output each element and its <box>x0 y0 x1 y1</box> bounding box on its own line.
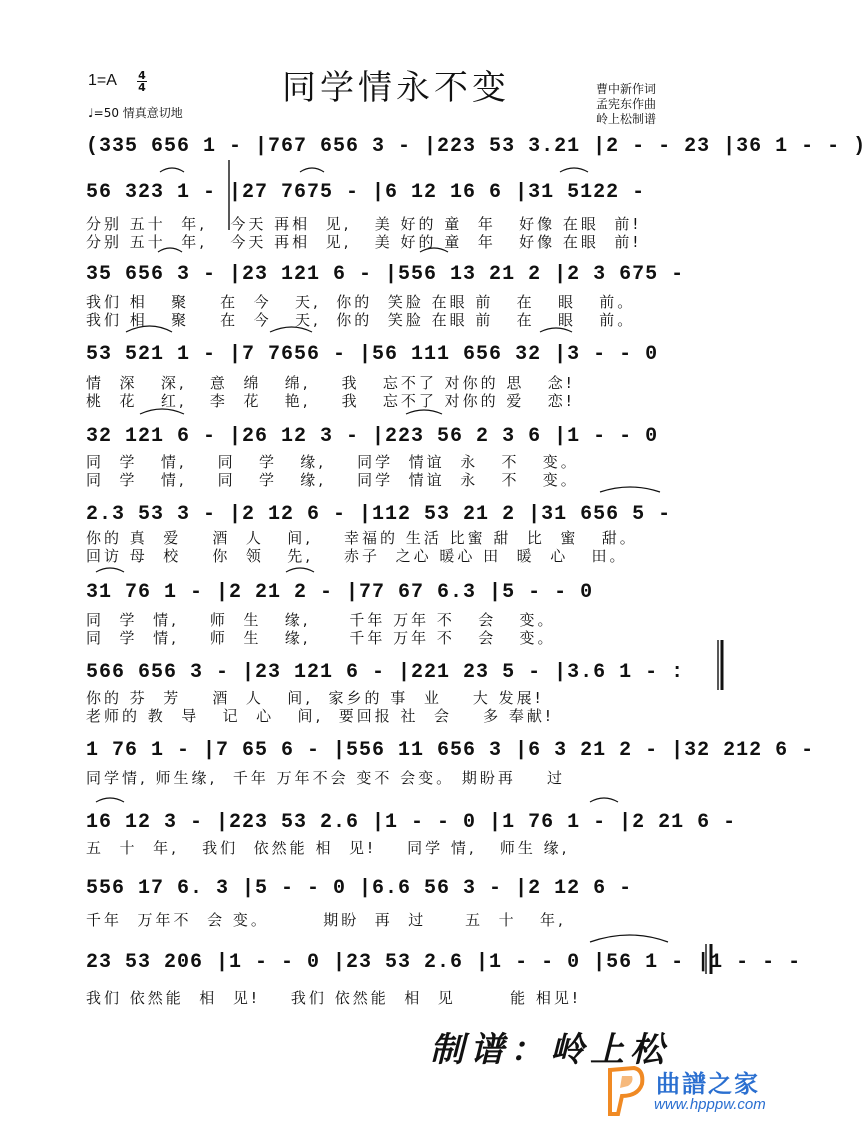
song-title: 同学情永不变 <box>282 68 510 108</box>
notation-row: 56 323 1 - |27 7675 - |6 12 16 6 |31 5122 - <box>86 181 646 204</box>
lyric-verse-2: 分别 五十 年, 今天 再相 见, 美 好的 童 年 好像 在眼 前! <box>86 233 642 251</box>
lyric-verse-1: 同 学 情, 同 学 缘, 同学 情谊 永 不 变。 <box>86 453 579 471</box>
slur-arc <box>590 798 618 802</box>
transcriber-signature: 制谱：岭上松 <box>430 1030 670 1070</box>
slur-arc <box>590 935 668 942</box>
lyric-line: 我们 依然能 相 见! 我们 依然能 相 见 能 相见! <box>86 989 581 1007</box>
slur-arc <box>286 568 314 572</box>
lyric-verse-2: 桃 花 红, 李 花 艳, 我 忘不了 对你的 爱 恋! <box>86 392 575 410</box>
meter-top: 4 <box>138 69 146 82</box>
lyric-verse-1: 你的 真 爱 酒 人 间, 幸福的 生活 比蜜 甜 比 蜜 甜。 <box>86 529 638 547</box>
key-signature: 1=A <box>88 72 117 89</box>
notation-row: 23 53 206 |1 - - 0 |23 53 2.6 |1 - - 0 |56 1 - |1 - - - <box>86 951 802 974</box>
transcriber-credit: 岭上松制谱 <box>596 112 657 126</box>
lyric-verse-2: 同 学 情, 师 生 缘, 千年 万年 不 会 变。 <box>86 629 556 647</box>
site-watermark <box>604 1062 784 1120</box>
lyric-verse-2: 同 学 情, 同 学 缘, 同学 情谊 永 不 变。 <box>86 471 579 489</box>
lyric-verse-1: 同 学 情, 师 生 缘, 千年 万年 不 会 变。 <box>86 611 556 629</box>
notation-row: (335 656 1 - |767 656 3 - |223 53 3.21 |2 - - 23 |36 1 - - ) <box>86 135 866 158</box>
lyric-verse-1: 情 深 深, 意 绵 绵, 我 忘不了 对你的 思 念! <box>86 374 575 392</box>
meter-bottom: 4 <box>138 81 146 94</box>
lyric-line: 千年 万年不 会 变。 期盼 再 过 五 十 年, <box>86 911 566 929</box>
lyric-line: 同学情, 师生缘, 千年 万年不会 变不 会变。 期盼再 过 <box>86 769 565 787</box>
notation-row: 32 121 6 - |26 12 3 - |223 56 2 3 6 |1 - - 0 <box>86 425 659 448</box>
lyric-verse-2: 我们 相 聚 在 今 天, 你的 笑脸 在眼 前 在 眼 前。 <box>86 311 636 329</box>
lyric-verse-1: 你的 芬 芳 酒 人 间, 家乡的 事 业 大 发展! <box>86 689 544 707</box>
slur-arc <box>96 568 124 572</box>
site-name: 曲譜之家 <box>656 1070 760 1098</box>
lyric-verse-1: 分别 五十 年, 今天 再相 见, 美 好的 童 年 好像 在眼 前! <box>86 215 642 233</box>
site-url: www.hpppw.com <box>654 1096 766 1113</box>
lyricist-credit: 曹中新作词 <box>596 82 657 96</box>
notation-row: 556 17 6. 3 |5 - - 0 |6.6 56 3 - |2 12 6 - <box>86 877 633 900</box>
composer-credit: 孟宪东作曲 <box>596 97 657 111</box>
slur-arc <box>96 798 124 802</box>
lyric-line: 五 十 年, 我们 依然能 相 见! 同学 情, 师生 缘, <box>86 839 570 857</box>
site-logo-icon <box>604 1062 648 1116</box>
notation-row: 1 76 1 - |7 65 6 - |556 11 656 3 |6 3 21 2 - |32 212 6 - <box>86 739 815 762</box>
slur-arc <box>560 168 588 172</box>
notation-row: 566 656 3 - |23 121 6 - |221 23 5 - |3.6 1 - : <box>86 661 685 684</box>
slur-arc <box>406 410 442 414</box>
notation-row: 2.3 53 3 - |2 12 6 - |112 53 21 2 |31 656 5 - <box>86 503 672 526</box>
notation-row: 35 656 3 - |23 121 6 - |556 13 21 2 |2 3 675 - <box>86 263 685 286</box>
slur-arc <box>160 168 184 172</box>
lyric-verse-2: 回访 母 校 你 领 先, 赤子 之心 暖心 田 暖 心 田。 <box>86 547 628 565</box>
lyric-verse-2: 老师的 教 导 记 心 间, 要回报 社 会 多 奉献! <box>86 707 554 725</box>
notation-row: 53 521 1 - |7 7656 - |56 111 656 32 |3 - - 0 <box>86 343 659 366</box>
lyric-verse-1: 我们 相 聚 在 今 天, 你的 笑脸 在眼 前 在 眼 前。 <box>86 293 636 311</box>
notation-row: 31 76 1 - |2 21 2 - |77 67 6.3 |5 - - 0 <box>86 581 594 604</box>
credits <box>596 82 656 127</box>
tempo-marking: ♩=50 情真意切地 <box>88 106 183 120</box>
slur-arc <box>300 168 324 172</box>
notation-row: 16 12 3 - |223 53 2.6 |1 - - 0 |1 76 1 - |2 21 6 - <box>86 811 737 834</box>
